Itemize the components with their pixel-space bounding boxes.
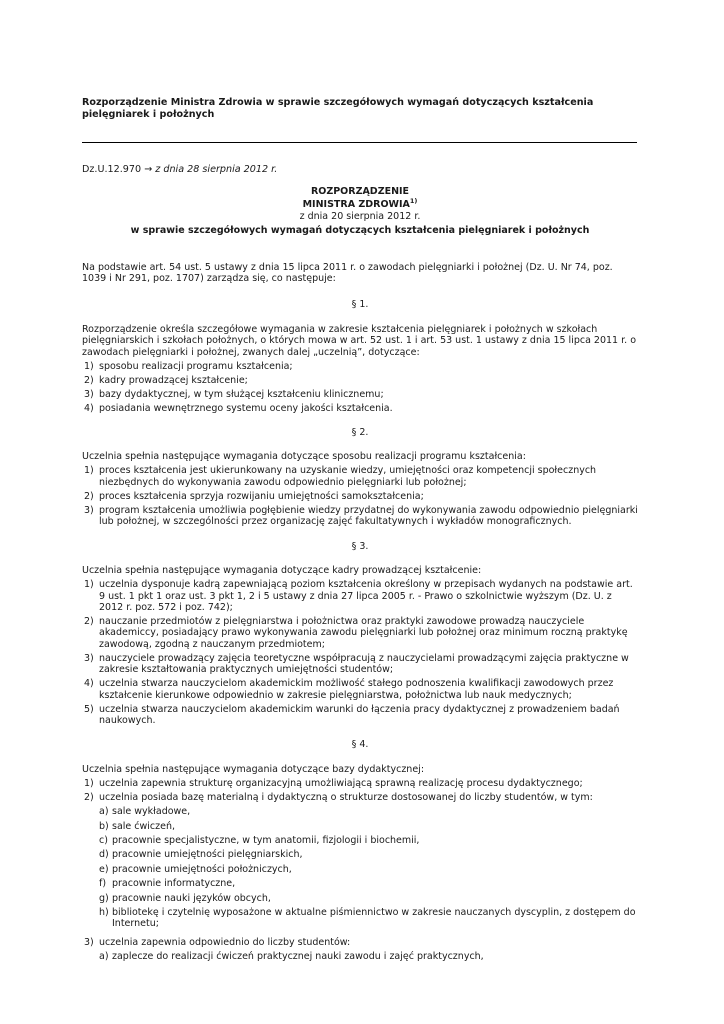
list-item: 2) uczelnia posiada bazę materialną i dydaktyczną o strukturze dostosowanej do liczby studentów, w tym: [84, 791, 593, 803]
sub-list-item: e) pracownie umiejętności położniczych, [99, 863, 292, 875]
list-item: 1) sposobu realizacji programu kształcenia; [84, 360, 293, 372]
journal-ref-number[interactable]: Dz.U.12.970 [82, 164, 142, 175]
list-item: 1) uczelnia zapewnia strukturę organizacyjną umożliwiającą sprawną realizację procesu dydaktycznego; [84, 777, 583, 789]
sub-list-item: h) bibliotekę i czytelnię wyposażone w aktualne piśmiennictwo w zakresie nauczanych dyscyplin, z dostępem do Internetu; [99, 907, 636, 930]
list-item: 3) program kształcenia umożliwia pogłębienie wiedzy przydatnej do wykonywania zawodu odpowiednio pielęgniarki lub położnej, w szczególności przez organizację zajęć fakultatywnych i wykładów monograficznych. [84, 504, 638, 528]
list-item: 5) uczelnia stwarza nauczycielom akademickim warunki do łączenia pracy dydaktycznej z prowadzeniem badań naukowych. [84, 703, 620, 726]
regulation-body [82, 186, 638, 963]
title-divider [82, 142, 637, 143]
list-item: 3) nauczyciele prowadzący zajęcia teoretyczne współpracują z nauczycielami prowadzącymi zajęcia praktyczne w zakresie kształtowania praktycznych umiejętności studentów; [84, 652, 629, 676]
sub-list-item: a) sale wykładowe, [99, 806, 191, 818]
issuer-name: MINISTRA ZDROWIA [302, 199, 410, 211]
list-item: 2) kadry prowadzącej kształcenie; [84, 374, 248, 386]
header-line-1: ROZPORZĄDZENIE [310, 186, 410, 197]
section-2-intro: Uczelnia spełnia następujące wymagania dotyczące sposobu realizacji programu kształcenia: [82, 451, 526, 463]
list-item: 1) proces kształcenia jest ukierunkowany na uzyskanie wiedzy, umiejętności oraz kompetencji społecznych niezbędnych do wykonywania zawodu odpowiednio pielęgniarki lub położnej; [84, 465, 597, 488]
journal-reference [82, 164, 277, 176]
sub-list-item: a) zaplecze do realizacji ćwiczeń praktycznej nauki zawodu i zajęć praktycznych, [99, 951, 484, 963]
header-line-3: z dnia 20 sierpnia 2012 r. [299, 210, 421, 222]
list-item: 3) bazy dydaktycznej, w tym służącej kształceniu klinicznemu; [84, 388, 384, 400]
list-item: 2) proces kształcenia sprzyja rozwijaniu umiejętności samokształcenia; [84, 490, 424, 502]
section-1-title: § 1. [351, 299, 369, 311]
sub-list-item: f) pracownie informatyczne, [99, 878, 236, 890]
section-3-title: § 3. [351, 540, 369, 552]
preamble: Na podstawie art. 54 ust. 5 ustawy z dnia 15 lipca 2011 r. o zawodach pielęgniarki i położnej (Dz. U. Nr 74, poz. 1039 i Nr 291, poz. 1707) zarządza się, co następuje: [82, 261, 613, 285]
header-line-4: w sprawie szczegółowych wymagań dotyczących kształcenia pielęgniarek i położnych [130, 225, 590, 237]
list-item: 3) uczelnia zapewnia odpowiednio do liczby studentów: [84, 936, 351, 948]
list-item: 1) uczelnia dysponuje kadrą zapewniającą poziom kształcenia określony w przepisach wydanych na podstawie art. 9 ust. 1 pkt 1 oraz ust. 3 pkt 1, 2 i 5 ustawy z dnia 27 lipca 2005 r. - Prawo o szkolnictwie wyższym (Dz. U. z 2012 r. poz. 572 i poz. 742); [84, 579, 633, 613]
sub-list-item: c) pracownie specjalistyczne, w tym anatomii, fizjologii i biochemii, [99, 834, 420, 846]
sub-list-item: b) sale ćwiczeń, [99, 820, 176, 832]
arrow-icon: → [144, 164, 153, 175]
document-title: Rozporządzenie Ministra Zdrowia w sprawie szczegółowych wymagań dotyczących kształcenia pielęgniarek i położnych [82, 97, 594, 120]
list-item: 4) uczelnia stwarza nauczycielom akademickim możliwość stałego podnoszenia kwalifikacji zawodowych przez kształcenie kierunkowe odpowiednio w zakresie pielęgniarstwa, położnictwa lub nauk medycznych; [84, 678, 614, 701]
section-4-intro: Uczelnia spełnia następujące wymagania dotyczące bazy dydaktycznej: [82, 763, 425, 775]
list-item: 4) posiadania wewnętrznego systemu oceny jakości kształcenia. [84, 402, 393, 414]
section-4-title: § 4. [351, 739, 369, 751]
list-item: 2) nauczanie przedmiotów z pielęgniarstwa i położnictwa oraz praktyki zawodowe prowadzą nauczyciele akademiccy, posiadający prawo wykonywania zawodu pielęgniarki lub położnej oraz minimum roczną praktykę zawodową, zgodną z nauczanym przedmiotem; [84, 615, 628, 650]
footnote-marker[interactable]: 1) [409, 197, 418, 206]
sub-list-item: d) pracownie umiejętności pielęgniarskich, [99, 849, 303, 861]
header-line-2 [82, 199, 638, 210]
section-1-intro: Rozporządzenie określa szczegółowe wymagania w zakresie kształcenia pielęgniarek i położnych w szkołach pielęgniarskich i szkołach położnych, o których mowa w art. 52 ust. 1 i art. 53 ust. 1 ustawy z dnia 15 lipca 2011 r. o zawodach pielęgniarki i położnej, zwanych dalej „uczelnią”, dotyczące: [82, 323, 637, 358]
sub-list-item: g) pracownie nauki języków obcych, [99, 892, 271, 904]
publication-date: z dnia 28 sierpnia 2012 r. [155, 164, 278, 175]
section-3-intro: Uczelnia spełnia następujące wymagania dotyczące kadry prowadzącej kształcenie: [82, 565, 482, 577]
section-2-title: § 2. [351, 427, 369, 439]
